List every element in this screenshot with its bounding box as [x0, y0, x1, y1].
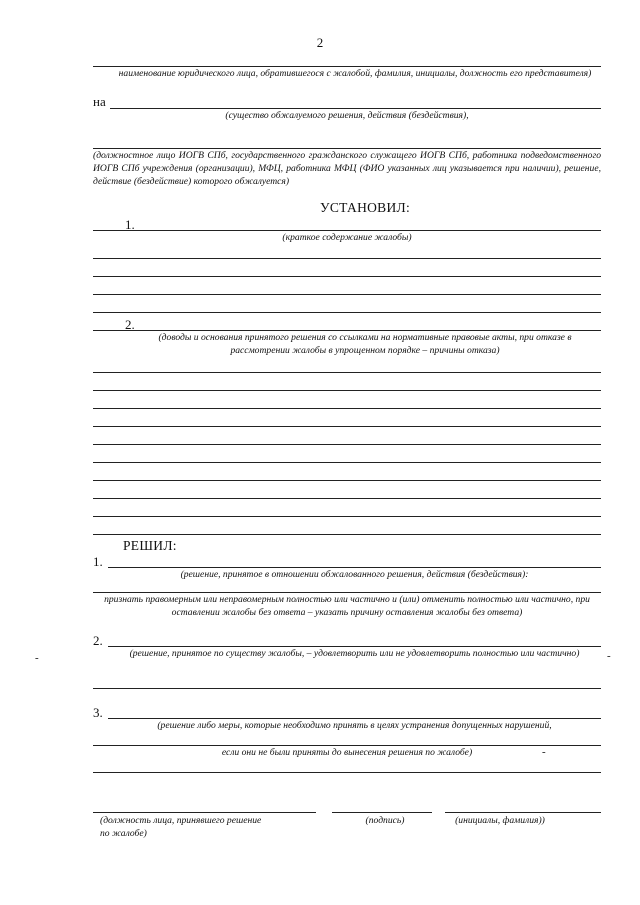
subject-line — [110, 108, 601, 109]
applicant-caption: наименование юридического лица, обратившегося с жалобой, фамилия, инициалы, должность его представителя) — [118, 68, 592, 79]
decided-item-1-number: 1. — [93, 554, 103, 569]
on-prefix: на — [93, 94, 106, 109]
blank-line — [93, 462, 601, 463]
blank-line — [93, 372, 601, 373]
decided-item-3-caption-cont: если они не были приняты до вынесения решения по жалобе) — [221, 747, 473, 758]
established-item-1-caption: (краткое содержание жалобы) — [282, 232, 412, 243]
signature-caption: (подпись) — [365, 815, 405, 826]
established-item-2-number: 2. — [125, 317, 135, 332]
margin-mark-left: - — [35, 652, 39, 664]
decided-item-3-cont-line — [93, 745, 601, 746]
dash-mark: - — [542, 746, 546, 758]
established-item-2-line — [93, 330, 601, 331]
established-item-1-number: 1. — [125, 217, 135, 232]
applicant-line — [93, 66, 601, 67]
blank-line — [93, 258, 601, 259]
margin-mark-right: - — [607, 650, 611, 662]
decided-item-2-number: 2. — [93, 633, 103, 648]
subject-caption: (существо обжалуемого решения, действия (бездействия), — [225, 110, 469, 121]
official-caption: (должностное лицо ИОГВ СПб, государственного гражданского служащего ИОГВ СПб, работника подведомственного ИОГВ СПб учреждения (организации), МФЦ, работника МФЦ (ФИО указанных лиц указывается при наличии), решение, действие (бездействие) которого обжалуется) — [93, 150, 601, 187]
blank-line — [93, 498, 601, 499]
blank-line — [93, 444, 601, 445]
position-caption: (должность лица, принявшего решение по жалобе) — [100, 815, 262, 839]
decided-heading: РЕШИЛ: — [123, 538, 177, 553]
blank-line — [93, 276, 601, 277]
decided-item-2-line — [108, 646, 601, 647]
decided-item-1-note: признать правомерным или неправомерным полностью или частично и (или) отменить полностью или частично, при оставлении жалобы без ответа – указать причину оставления жалобы без ответа) — [104, 594, 590, 618]
position-signature-line — [93, 812, 316, 813]
established-item-1-line — [93, 230, 601, 231]
blank-line — [93, 426, 601, 427]
blank-line — [93, 408, 601, 409]
blank-line — [93, 312, 601, 313]
blank-line — [93, 516, 601, 517]
page-number: 2 — [316, 35, 324, 50]
decided-item-1-note-line — [93, 592, 601, 593]
decided-item-1-line — [108, 567, 601, 568]
blank-line — [93, 294, 601, 295]
decided-item-3-line — [108, 718, 601, 719]
blank-line — [93, 772, 601, 773]
decided-item-1-caption: (решение, принятое в отношении обжалованного решения, действия (бездействия): — [180, 569, 529, 580]
decided-item-3-caption: (решение либо меры, которые необходимо принять в целях устранения допущенных нарушений, — [157, 720, 552, 731]
established-heading: УСТАНОВИЛ: — [320, 200, 411, 215]
blank-line — [93, 390, 601, 391]
decided-item-2-extra-line — [93, 688, 601, 689]
decided-item-3-number: 3. — [93, 705, 103, 720]
name-signature-line — [445, 812, 601, 813]
name-caption: (инициалы, фамилия)) — [455, 815, 545, 826]
blank-line — [93, 534, 601, 535]
decided-item-2-caption: (решение, принятое по существу жалобы, – удовлетворить или не удовлетворить полностью или частично) — [129, 648, 580, 659]
official-line — [93, 148, 601, 149]
signature-line — [332, 812, 432, 813]
blank-line — [93, 480, 601, 481]
established-item-2-caption: (доводы и основания принятого решения со ссылками на нормативные правовые акты, при отказе в рассмотрении жалобы в упрощенном порядке – причины отказа) — [158, 332, 572, 356]
